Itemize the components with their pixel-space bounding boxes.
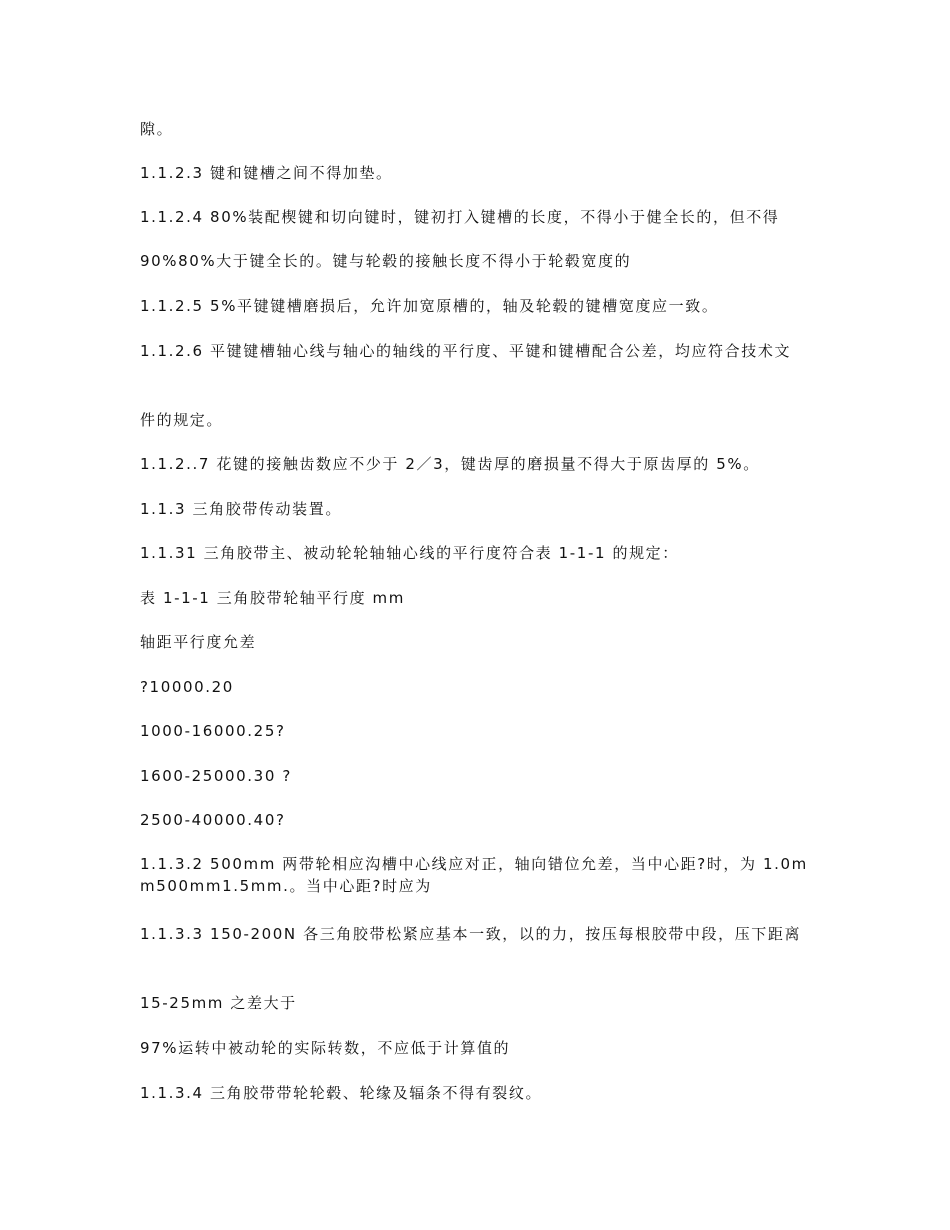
text-line-2: 1.1.2.3 键和键槽之间不得加垫。: [140, 164, 393, 182]
text-line-11: 1.1.3.2 500mm 两带轮相应沟槽中心线应对正，轴向错位允差，当中心距?时，为 1.0mm500mm1.5mm.。当中心距?时应为: [140, 855, 808, 895]
text-line-3: 1.1.2.4 80%装配楔键和切向键时，键初打入键槽的长度，不得小于健全长的，但不得: [140, 208, 780, 226]
text-line-4: 90%80%大于键全长的。键与轮毂的接触长度不得小于轮毂宽度的: [140, 252, 632, 270]
text-line-12: 1.1.3.3 150-200N 各三角胶带松紧应基本一致，以的力，按压每根胶带中段，压下距离: [140, 925, 802, 943]
table-row-4: 2500-40000.40?: [140, 811, 286, 829]
text-line-5: 1.1.2.5 5%平键键槽磨损后，允许加宽原槽的，轴及轮毂的键槽宽度应一致。: [140, 297, 719, 315]
text-line-10: 1.1.31 三角胶带主、被动轮轮轴轴心线的平行度符合表 1-1-1 的规定：: [140, 544, 679, 562]
table-header: 轴距平行度允差: [140, 633, 257, 651]
text-line-15: 1.1.3.4 三角胶带带轮轮毂、轮缘及辐条不得有裂纹。: [140, 1084, 543, 1102]
text-line-14: 97%运转中被动轮的实际转数，不应低于计算值的: [140, 1039, 511, 1057]
text-line-8: 1.1.2..7 花键的接触齿数应不少于 2／3，键齿厚的磨损量不得大于原齿厚的 5%。: [140, 455, 760, 473]
table-row-3: 1600-25000.30 ?: [140, 767, 292, 785]
table-row-2: 1000-16000.25?: [140, 722, 286, 740]
text-line-13: 15-25mm 之差大于: [140, 994, 297, 1012]
text-line-1: 隙。: [140, 120, 174, 138]
text-line-9: 1.1.3 三角胶带传动装置。: [140, 500, 342, 518]
text-line-7: 件的规定。: [140, 411, 224, 429]
table-caption: 表 1-1-1 三角胶带轮轴平行度 mm: [140, 589, 405, 607]
table-row-1: ?10000.20: [140, 678, 234, 696]
text-line-6: 1.1.2.6 平键键槽轴心线与轴心的轴线的平行度、平键和键槽配合公差，均应符合技术文: [140, 342, 792, 360]
